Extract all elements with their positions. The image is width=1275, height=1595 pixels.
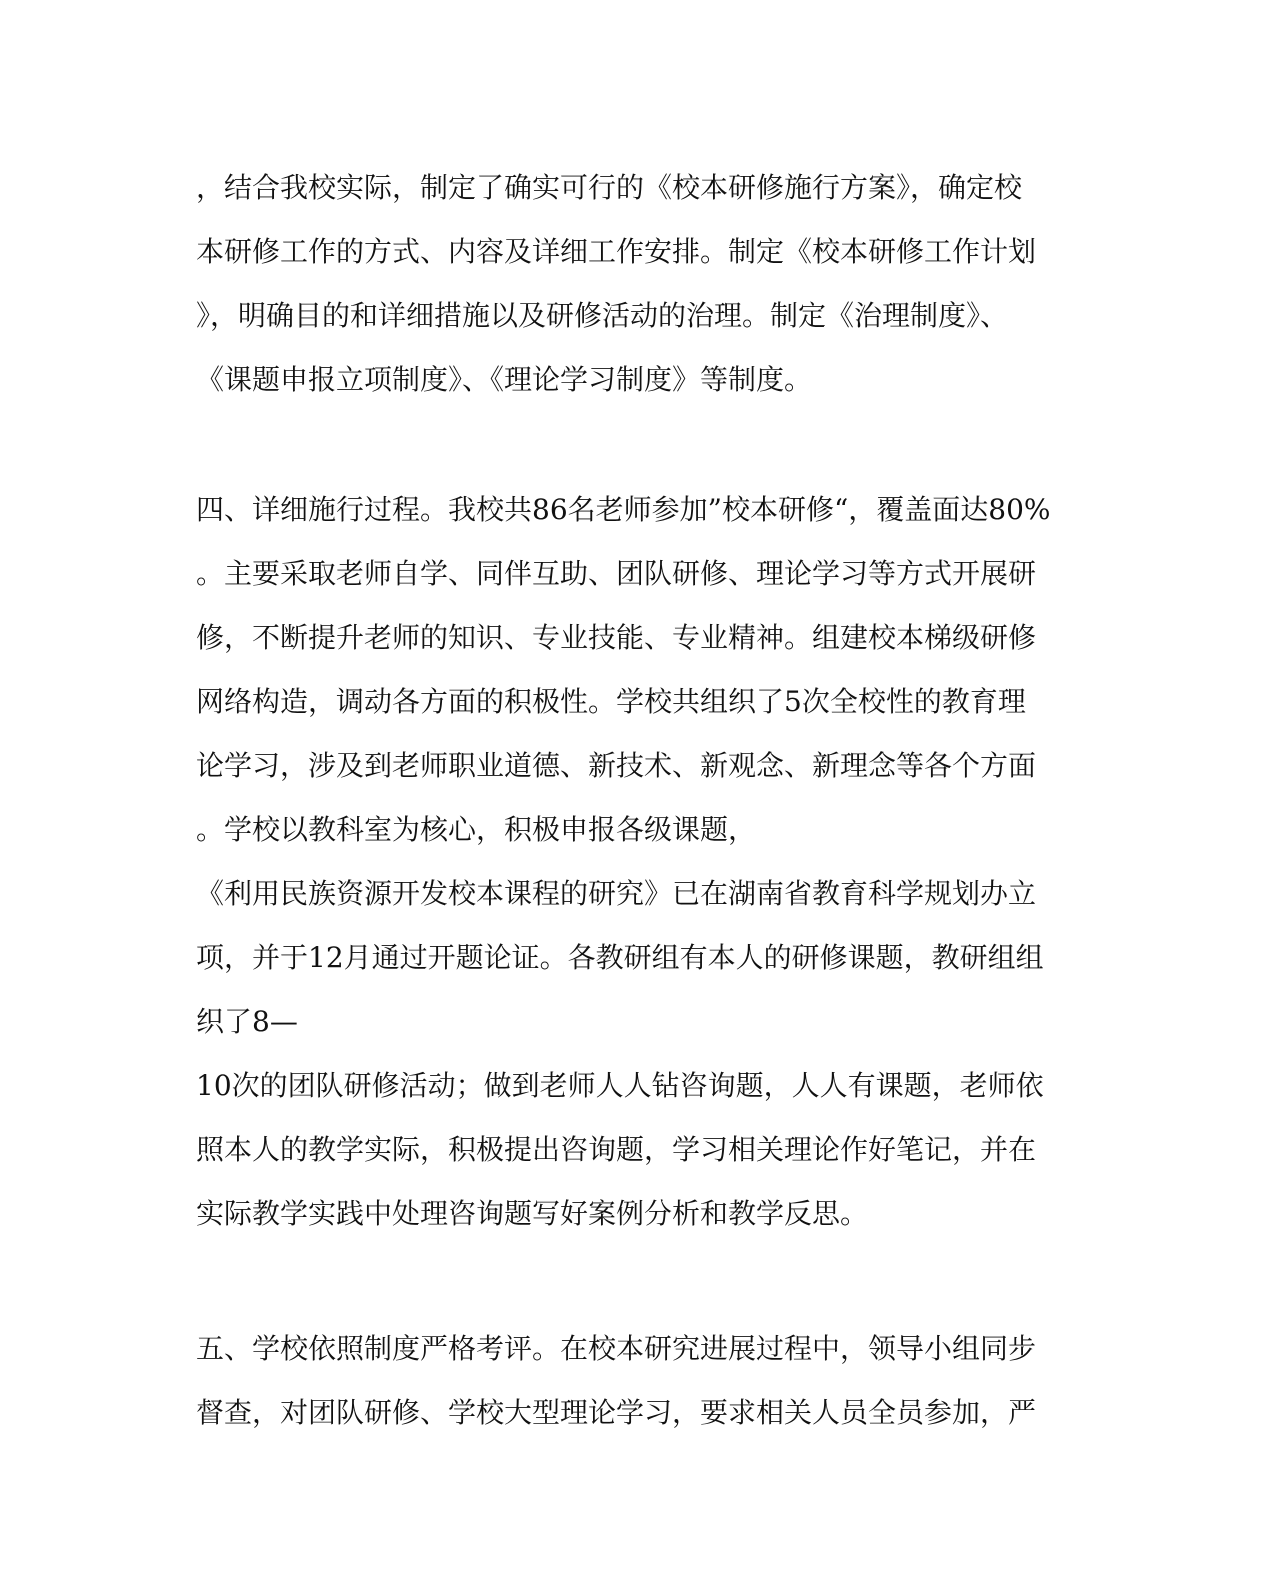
text-line: 。学校以教科室为核心，积极申报各级课题， <box>196 813 757 846</box>
text-line: 网络构造，调动各方面的积极性。学校共组织了5次全校性的教育理 <box>196 685 1026 718</box>
text-line: 四、详细施行过程。我校共86名老师参加”校本研修“，覆盖面达80% <box>196 493 1051 526</box>
text-line: 本研修工作的方式、内容及详细工作安排。制定《校本研修工作计划 <box>196 235 1037 268</box>
text-line: ，结合我校实际，制定了确实可行的《校本研修施行方案》，确定校 <box>196 171 1023 204</box>
text-line: 实际教学实践中处理咨询题写好案例分析和教学反思。 <box>196 1197 869 1230</box>
paragraph-evaluation <box>196 1317 1076 1445</box>
text-line: 修，不断提升老师的知识、专业技能、专业精神。组建校本梯级研修 <box>196 621 1037 654</box>
text-line: 督查，对团队研修、学校大型理论学习，要求相关人员全员参加，严 <box>196 1396 1037 1429</box>
paragraph-planning <box>196 156 1076 412</box>
text-line: 《利用民族资源开发校本课程的研究》已在湖南省教育科学规划办立 <box>196 877 1037 910</box>
text-line: 五、学校依照制度严格考评。在校本研究进展过程中，领导小组同步 <box>196 1332 1037 1365</box>
text-line: 论学习，涉及到老师职业道德、新技术、新观念、新理念等各个方面 <box>196 749 1037 782</box>
text-line: 照本人的教学实际，积极提出咨询题，学习相关理论作好笔记，并在 <box>196 1133 1037 1166</box>
text-line: 。主要采取老师自学、同伴互助、团队研修、理论学习等方式开展研 <box>196 557 1037 590</box>
text-line: 织了8— <box>196 1005 298 1038</box>
paragraph-implementation <box>196 478 1076 1246</box>
text-line: 《课题申报立项制度》、《理论学习制度》等制度。 <box>196 363 813 396</box>
text-line: 》，明确目的和详细措施以及研修活动的治理。制定《治理制度》、 <box>196 299 1009 332</box>
text-line: 项，并于12月通过开题论证。各教研组有本人的研修课题，教研组组 <box>196 941 1044 974</box>
text-line: 10次的团队研修活动；做到老师人人钻咨询题，人人有课题，老师依 <box>196 1069 1044 1102</box>
